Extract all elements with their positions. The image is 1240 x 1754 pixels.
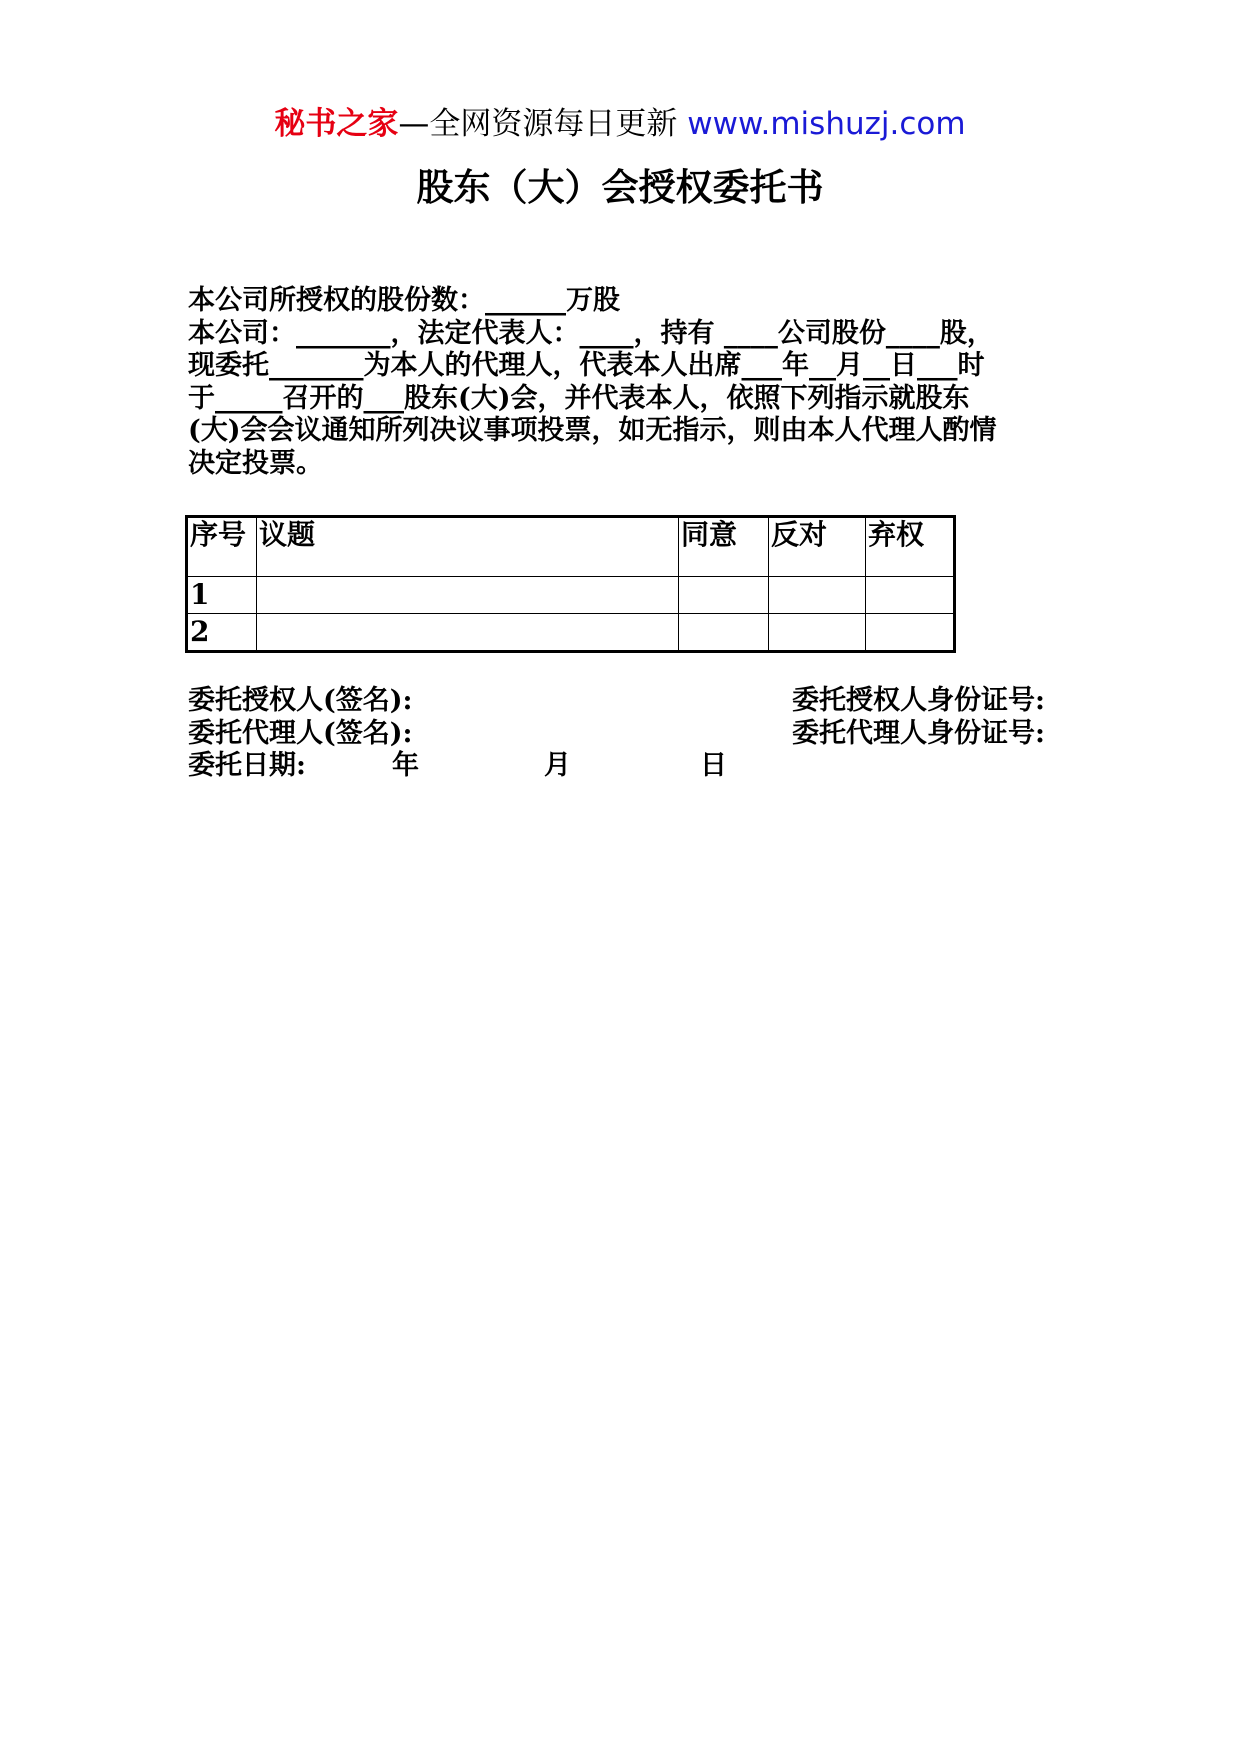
topic-cell[interactable] xyxy=(257,577,679,614)
voting-table xyxy=(185,515,956,653)
header-cell-agree: 同意 xyxy=(679,517,769,577)
row-number-cell: 1 xyxy=(187,577,257,614)
document-title: 股东（大）会授权委托书 xyxy=(416,165,824,209)
agree-cell[interactable] xyxy=(679,577,769,614)
paragraph-line: 决定投票。 xyxy=(188,447,323,479)
table-row xyxy=(187,577,955,614)
authorization-paragraph xyxy=(188,285,1078,480)
header-cell-oppose: 反对 xyxy=(769,517,866,577)
oppose-cell[interactable] xyxy=(769,614,866,652)
topic-cell[interactable] xyxy=(257,614,679,652)
paragraph-line: 于_____召开的___股东(大)会，并代表本人，依照下列指示就股东 xyxy=(188,382,970,414)
signature-section xyxy=(188,685,1078,783)
date-day-label: 日 xyxy=(700,750,727,781)
paragraph-line: 本公司所授权的股份数：______万股 xyxy=(188,285,620,316)
date-row xyxy=(188,750,1078,783)
site-url-link[interactable]: www.mishuzj.com xyxy=(687,106,966,142)
agent-sign-label: 委托代理人(签名): xyxy=(188,717,413,749)
row-number-cell: 2 xyxy=(187,614,257,652)
oppose-cell[interactable] xyxy=(769,577,866,614)
header-cell-number: 序号 xyxy=(187,517,257,577)
paragraph-line: 本公司：_______，法定代表人：____，持有 ____公司股份____股， xyxy=(188,317,994,349)
table-header-row xyxy=(187,517,955,577)
agree-cell[interactable] xyxy=(679,614,769,652)
agent-row xyxy=(188,718,1078,751)
site-header xyxy=(0,104,1240,144)
principal-row xyxy=(188,685,1078,718)
abstain-cell[interactable] xyxy=(866,577,955,614)
paragraph-line: (大)会会议通知所列决议事项投票，如无指示，则由本人代理人酌情 xyxy=(188,415,997,446)
date-year-label: 年 xyxy=(392,750,419,781)
principal-id-label: 委托授权人身份证号: xyxy=(792,685,1045,716)
header-cell-abstain: 弃权 xyxy=(866,517,955,577)
header-tagline: —全网资源每日更新 xyxy=(398,106,688,142)
table-row xyxy=(187,614,955,652)
brand-name: 秘书之家 xyxy=(274,106,399,142)
agent-id-label: 委托代理人身份证号: xyxy=(792,717,1045,749)
date-month-label: 月 xyxy=(544,750,571,781)
abstain-cell[interactable] xyxy=(866,614,955,652)
date-label: 委托日期: xyxy=(188,750,306,781)
paragraph-line: 现委托_______为本人的代理人，代表本人出席___年__月__日___时 xyxy=(188,350,985,381)
principal-sign-label: 委托授权人(签名): xyxy=(188,685,413,716)
header-cell-topic: 议题 xyxy=(257,517,679,577)
